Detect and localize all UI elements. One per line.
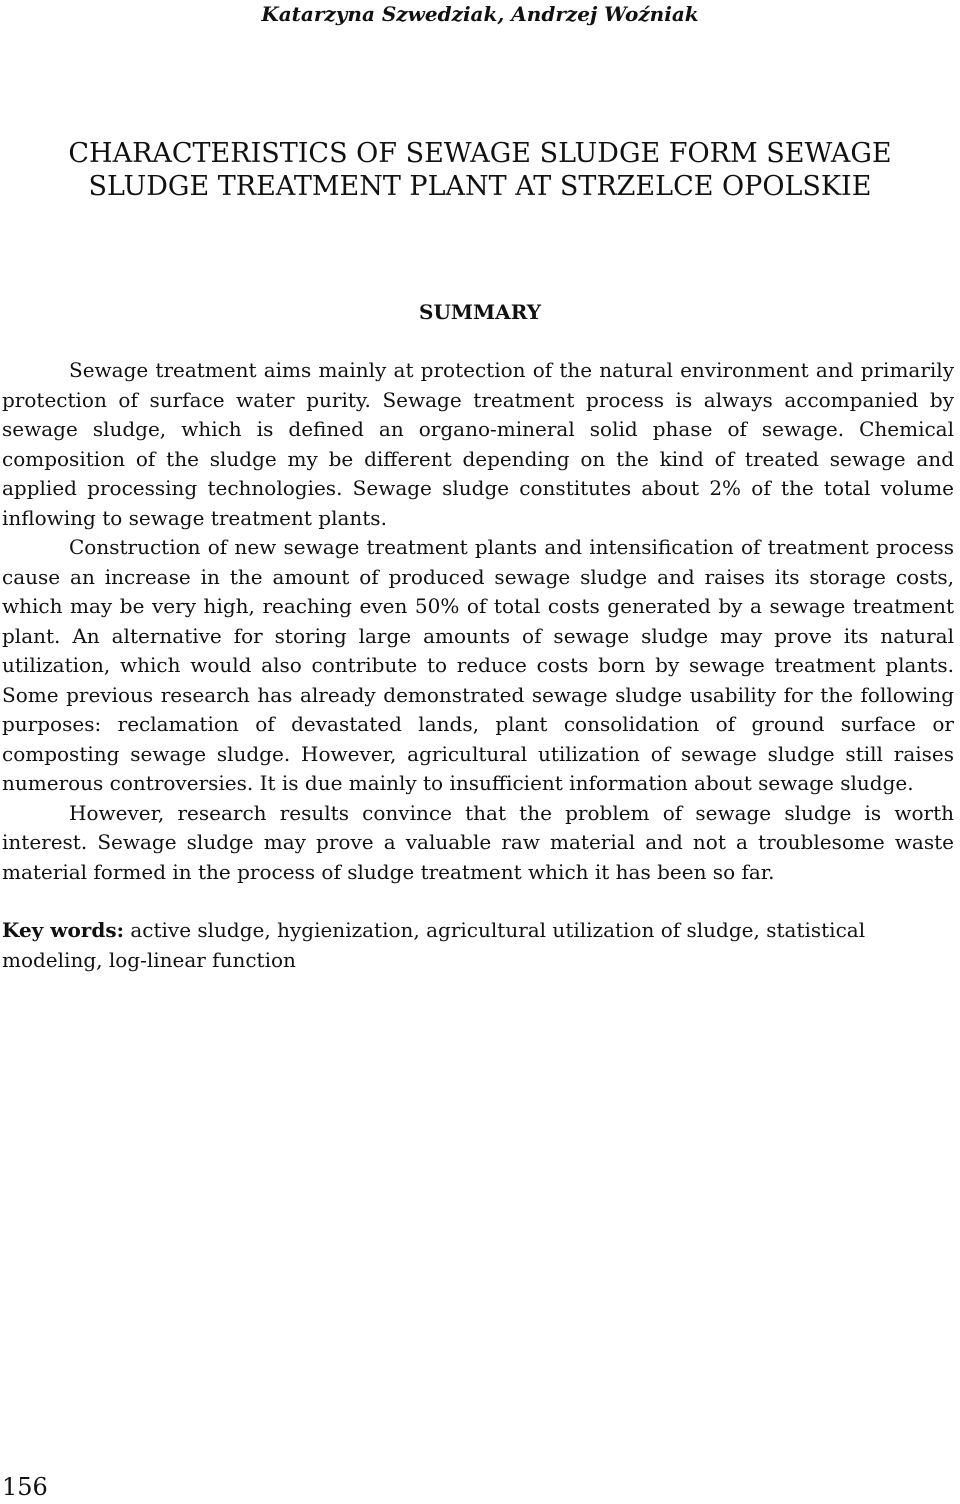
keywords-label: Key words:	[2, 918, 124, 942]
running-header-authors: Katarzyna Szwedziak, Andrzej Woźniak	[261, 2, 699, 26]
summary-paragraph-1: Sewage treatment aims mainly at protection of the natural environment and primarily protection of surface water purity. Sewage treatment process is always accompanied by sewage sludge, which is defined an organo-mineral solid phase of sewage. Chemical composition of the sludge my be different depending on the kind of treated sewage and applied processing technologies. Sewage sludge constitutes about 2% of the total volume inflowing to sewage treatment plants.	[2, 358, 954, 530]
summary-paragraph-3: However, research results convince that the problem of sewage sludge is worth interest. Sewage sludge may prove a valuable raw material and not a troublesome waste material formed in the process of sludge treatment which it has been so far.	[2, 800, 954, 884]
article-title-line-2: SLUDGE TREATMENT PLANT AT STRZELCE OPOLSKIE	[88, 171, 872, 202]
article-title-line-1: CHARACTERISTICS OF SEWAGE SLUDGE FORM SEWAGE	[68, 138, 892, 169]
keywords	[2, 916, 954, 975]
summary-paragraph-2: Construction of new sewage treatment plants and intensification of treatment process cause an increase in the amount of produced sewage sludge and raises its storage costs, which may be very high, reaching even 50% of total costs generated by a sewage treatment plant. An alternative for storing large amounts of sewage sludge may prove its natural utilization, which would also contribute to reduce costs born by sewage treatment plants. Some previous research has already demonstrated sewage sludge usability for the following purposes: reclamation of devastated lands, plant consolidation of ground surface or composting sewage sludge. However, agricultural utilization of sewage sludge still raises numerous controversies. It is due mainly to insufficient information about sewage sludge.	[2, 535, 954, 795]
summary-heading: SUMMARY	[419, 300, 541, 324]
summary-body	[2, 356, 954, 975]
page-number: 156	[2, 1473, 48, 1501]
keywords-text: active sludge, hygienization, agricultural utilization of sludge, statistical modeling, log-linear function	[2, 918, 866, 972]
article-title	[0, 137, 960, 203]
